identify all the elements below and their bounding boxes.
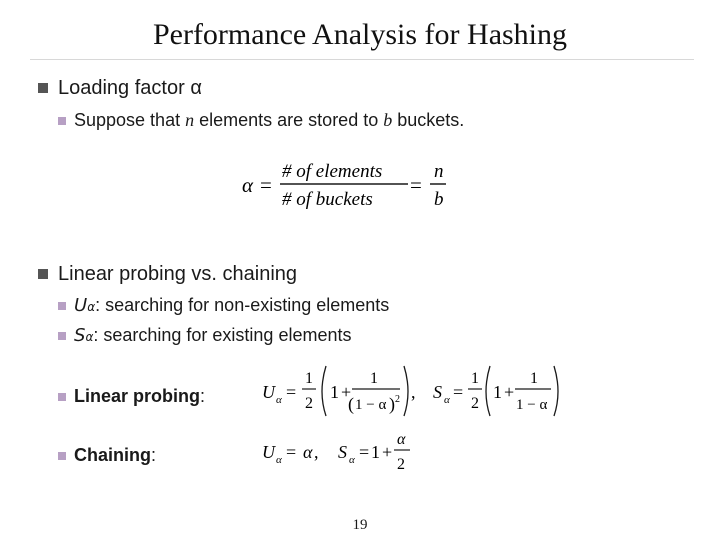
linear-probing-label: Linear probing	[74, 386, 200, 406]
lp-half-den: 2	[305, 395, 313, 412]
linear-probing-formula	[258, 362, 568, 422]
square-bullet-icon	[58, 393, 66, 401]
ch-s-sym: S	[338, 442, 347, 462]
formula-denominator: # of buckets	[282, 189, 373, 210]
u-subscript: α	[87, 300, 96, 314]
lp-paren-open: (	[348, 394, 354, 414]
loading-factor-formula	[238, 158, 458, 213]
lp-exp: 2	[395, 394, 400, 405]
ch-s-den: 2	[397, 456, 405, 473]
lp-s-half-num: 1	[471, 370, 479, 387]
lp-frac-num: 1	[370, 370, 378, 387]
bullet-u-alpha	[58, 295, 389, 316]
formula-lhs: α	[242, 173, 254, 197]
lp-one-minus: 1 − α	[355, 397, 387, 413]
title-divider	[30, 59, 694, 60]
bullet-linear-probing	[58, 386, 205, 407]
u-alpha-text: : searching for non-existing elements	[95, 295, 390, 315]
u-symbol: U	[74, 295, 88, 316]
formula-eq: =	[260, 173, 272, 197]
formula-numerator: # of elements	[282, 161, 383, 182]
suppose-mid: elements are stored to	[199, 110, 379, 130]
suppose-pre: Suppose that	[74, 110, 181, 130]
lp-s-frac-num: 1	[530, 370, 538, 387]
linear-probing-colon: :	[200, 386, 206, 406]
lp-s-frac-den: 1 − α	[516, 397, 548, 413]
lp-s-sym: S	[433, 382, 442, 402]
big-paren-right	[404, 366, 408, 416]
bullet-suppose	[58, 110, 464, 131]
formula-den2: b	[434, 189, 444, 210]
ch-u-rhs: α	[303, 442, 313, 462]
suppose-post: buckets.	[397, 110, 465, 130]
formula-eq2: =	[410, 173, 422, 197]
lp-one: 1	[330, 382, 339, 402]
chaining-label: Chaining	[74, 445, 151, 465]
square-bullet-icon	[38, 269, 48, 279]
lp-paren-close: )	[389, 394, 395, 414]
big-paren-left	[322, 366, 326, 416]
loading-factor-label: Loading factor	[58, 77, 185, 99]
big-paren-left-2	[486, 366, 490, 416]
ch-s-one: 1	[371, 442, 380, 462]
big-paren-right-2	[554, 366, 558, 416]
lp-eq: =	[286, 382, 297, 402]
ch-u-sub: α	[276, 454, 282, 466]
square-bullet-icon	[58, 332, 66, 340]
lp-s-eq: =	[453, 382, 464, 402]
ch-s-num: α	[397, 431, 406, 448]
lp-s-sub: α	[444, 394, 450, 406]
ch-s-sub: α	[349, 454, 355, 466]
ch-s-plus: +	[382, 442, 393, 462]
bullet-linear-vs-chaining	[38, 263, 297, 286]
lp-s-plus: +	[504, 382, 515, 402]
square-bullet-icon	[58, 452, 66, 460]
bullet-chaining	[58, 445, 156, 466]
chaining-formula	[258, 428, 428, 480]
var-n: n	[185, 110, 195, 130]
s-symbol: S	[74, 325, 86, 346]
lp-plus: +	[341, 382, 352, 402]
linear-vs-chaining-label: Linear probing vs. chaining	[58, 263, 298, 285]
lp-comma: ,	[411, 382, 416, 402]
bullet-s-alpha	[58, 325, 352, 346]
formula-num2: n	[434, 161, 444, 182]
ch-u-sym: U	[262, 442, 275, 462]
square-bullet-icon	[58, 117, 66, 125]
lp-u-sub: α	[276, 394, 282, 406]
bullet-loading-factor	[38, 77, 202, 100]
square-bullet-icon	[38, 83, 48, 93]
lp-s-half-den: 2	[471, 395, 479, 412]
lp-s-one: 1	[493, 382, 502, 402]
ch-comma: ,	[314, 442, 319, 462]
lp-u-sym: U	[262, 382, 275, 402]
chaining-colon: :	[151, 445, 157, 465]
square-bullet-icon	[58, 302, 66, 310]
alpha-symbol: α	[190, 77, 202, 99]
ch-u-eq: =	[286, 442, 297, 462]
page-number: 19	[352, 517, 368, 533]
var-b: b	[383, 110, 393, 130]
lp-half-num: 1	[305, 370, 313, 387]
ch-s-eq: =	[359, 442, 370, 462]
s-subscript: α	[85, 330, 94, 344]
s-alpha-text: : searching for existing elements	[93, 325, 352, 345]
page-title: Performance Analysis for Hashing	[152, 18, 568, 51]
